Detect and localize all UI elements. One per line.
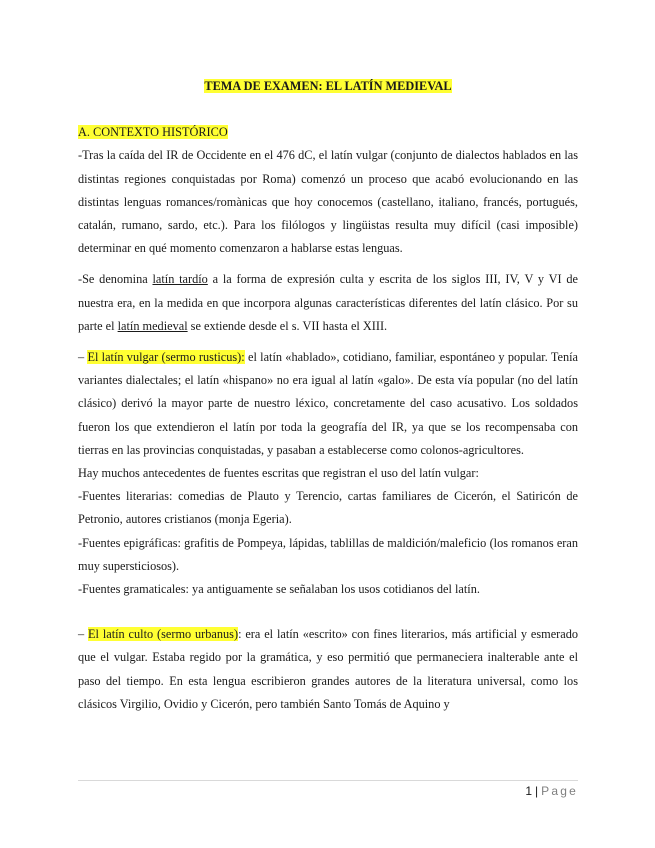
page-number: 1: [525, 784, 533, 798]
term-latin-tardio: latín tardío: [152, 272, 208, 287]
paragraph-6: -Fuentes epigráficas: grafitis de Pompeya, lápidas, tablillas de maldición/maleficio (los romanos eran muy supersticiosos).: [78, 535, 578, 573]
section-a-heading-text: A. CONTEXTO HISTÓRICO: [78, 125, 228, 140]
paragraph-2: [78, 268, 578, 338]
paragraph-1: -Tras la caída del IR de Occidente en el 476 dC, el latín vulgar (conjunto de dialectos hablados en las distintas regiones conquistadas por Roma) comenzó un proceso que acabó evolucionando en las distintas lenguas romances/romànicas que hoy conocemos (castellano, italiano, francés, portugués, catalán, rumano, sardo, etc.). Para los filólogos y lingüistas resulta muy difícil (casi imposible) determinar en qué momento comenzaron a hablarse estas lenguas.: [78, 148, 578, 256]
footer-separator: |: [535, 784, 539, 798]
document-body: [78, 75, 578, 716]
paragraph-7: -Fuentes gramaticales: ya antiguamente se señalaban los usos cotidianos del latín.: [78, 582, 480, 597]
paragraph-3-text: el latín «hablado», cotidiano, familiar, espontáneo y popular. Tenía variantes dialectales; el latín «hispano» no era igual al latín «galo». De esta vía popular (no del latín clásico) derivó la mayor parte de nuestro léxico, concretamente del caso acusativo. Los soldados fueron los que extendieron el latín por toda la geografía del IR, ya que se los recompensaba con tierras en las provincias conquistadas, y pasaban a establecerse como colonos-agricultores.: [78, 350, 578, 457]
paragraph-3: [78, 346, 578, 462]
page-footer: [78, 780, 578, 800]
paragraph-2-mid: a la forma de expresión culta y escrita de los siglos III, IV, V y VI de nuestra era, en la medida en que incorpora algunas características diferentes del latín clásico. Por su parte el: [78, 272, 578, 333]
document-title: [78, 75, 578, 98]
paragraph-8-dash: –: [78, 627, 89, 642]
paragraph-5: -Fuentes literarias: comedias de Plauto y Terencio, cartas familiares de Cicerón, el Satiricón de Petronio, autores cristianos (monja Egeria).: [78, 489, 578, 527]
paragraph-8: [78, 623, 578, 716]
term-latin-culto: El latín culto (sermo urbanus): [88, 627, 239, 642]
paragraph-3-dash: –: [78, 350, 88, 365]
title-highlight: TEMA DE EXAMEN: EL LATÍN MEDIEVAL: [204, 79, 452, 93]
page-label: Page: [541, 784, 578, 798]
paragraph-4: Hay muchos antecedentes de fuentes escritas que registran el uso del latín vulgar:: [78, 466, 479, 481]
paragraph-2-end: se extiende desde el s. VII hasta el XIII.: [187, 318, 388, 333]
paragraph-2-start: -Se denomina: [78, 272, 153, 287]
term-latin-vulgar: El latín vulgar (sermo rusticus):: [87, 350, 245, 365]
term-latin-medieval: latín medieval: [117, 318, 188, 333]
paragraph-8-text: : era el latín «escrito» con fines literarios, más artificial y esmerado que el vulgar. Estaba regido por la gramática, y eso permitió que permaneciera inalterable ante el paso del tiempo. En esta lengua escribieron grandes autores de la literatura universal, como los clásicos Virgilio, Ovidio y Cicerón, pero también Santo Tomás de Aquino y: [78, 627, 579, 711]
section-a-heading: [78, 121, 578, 144]
